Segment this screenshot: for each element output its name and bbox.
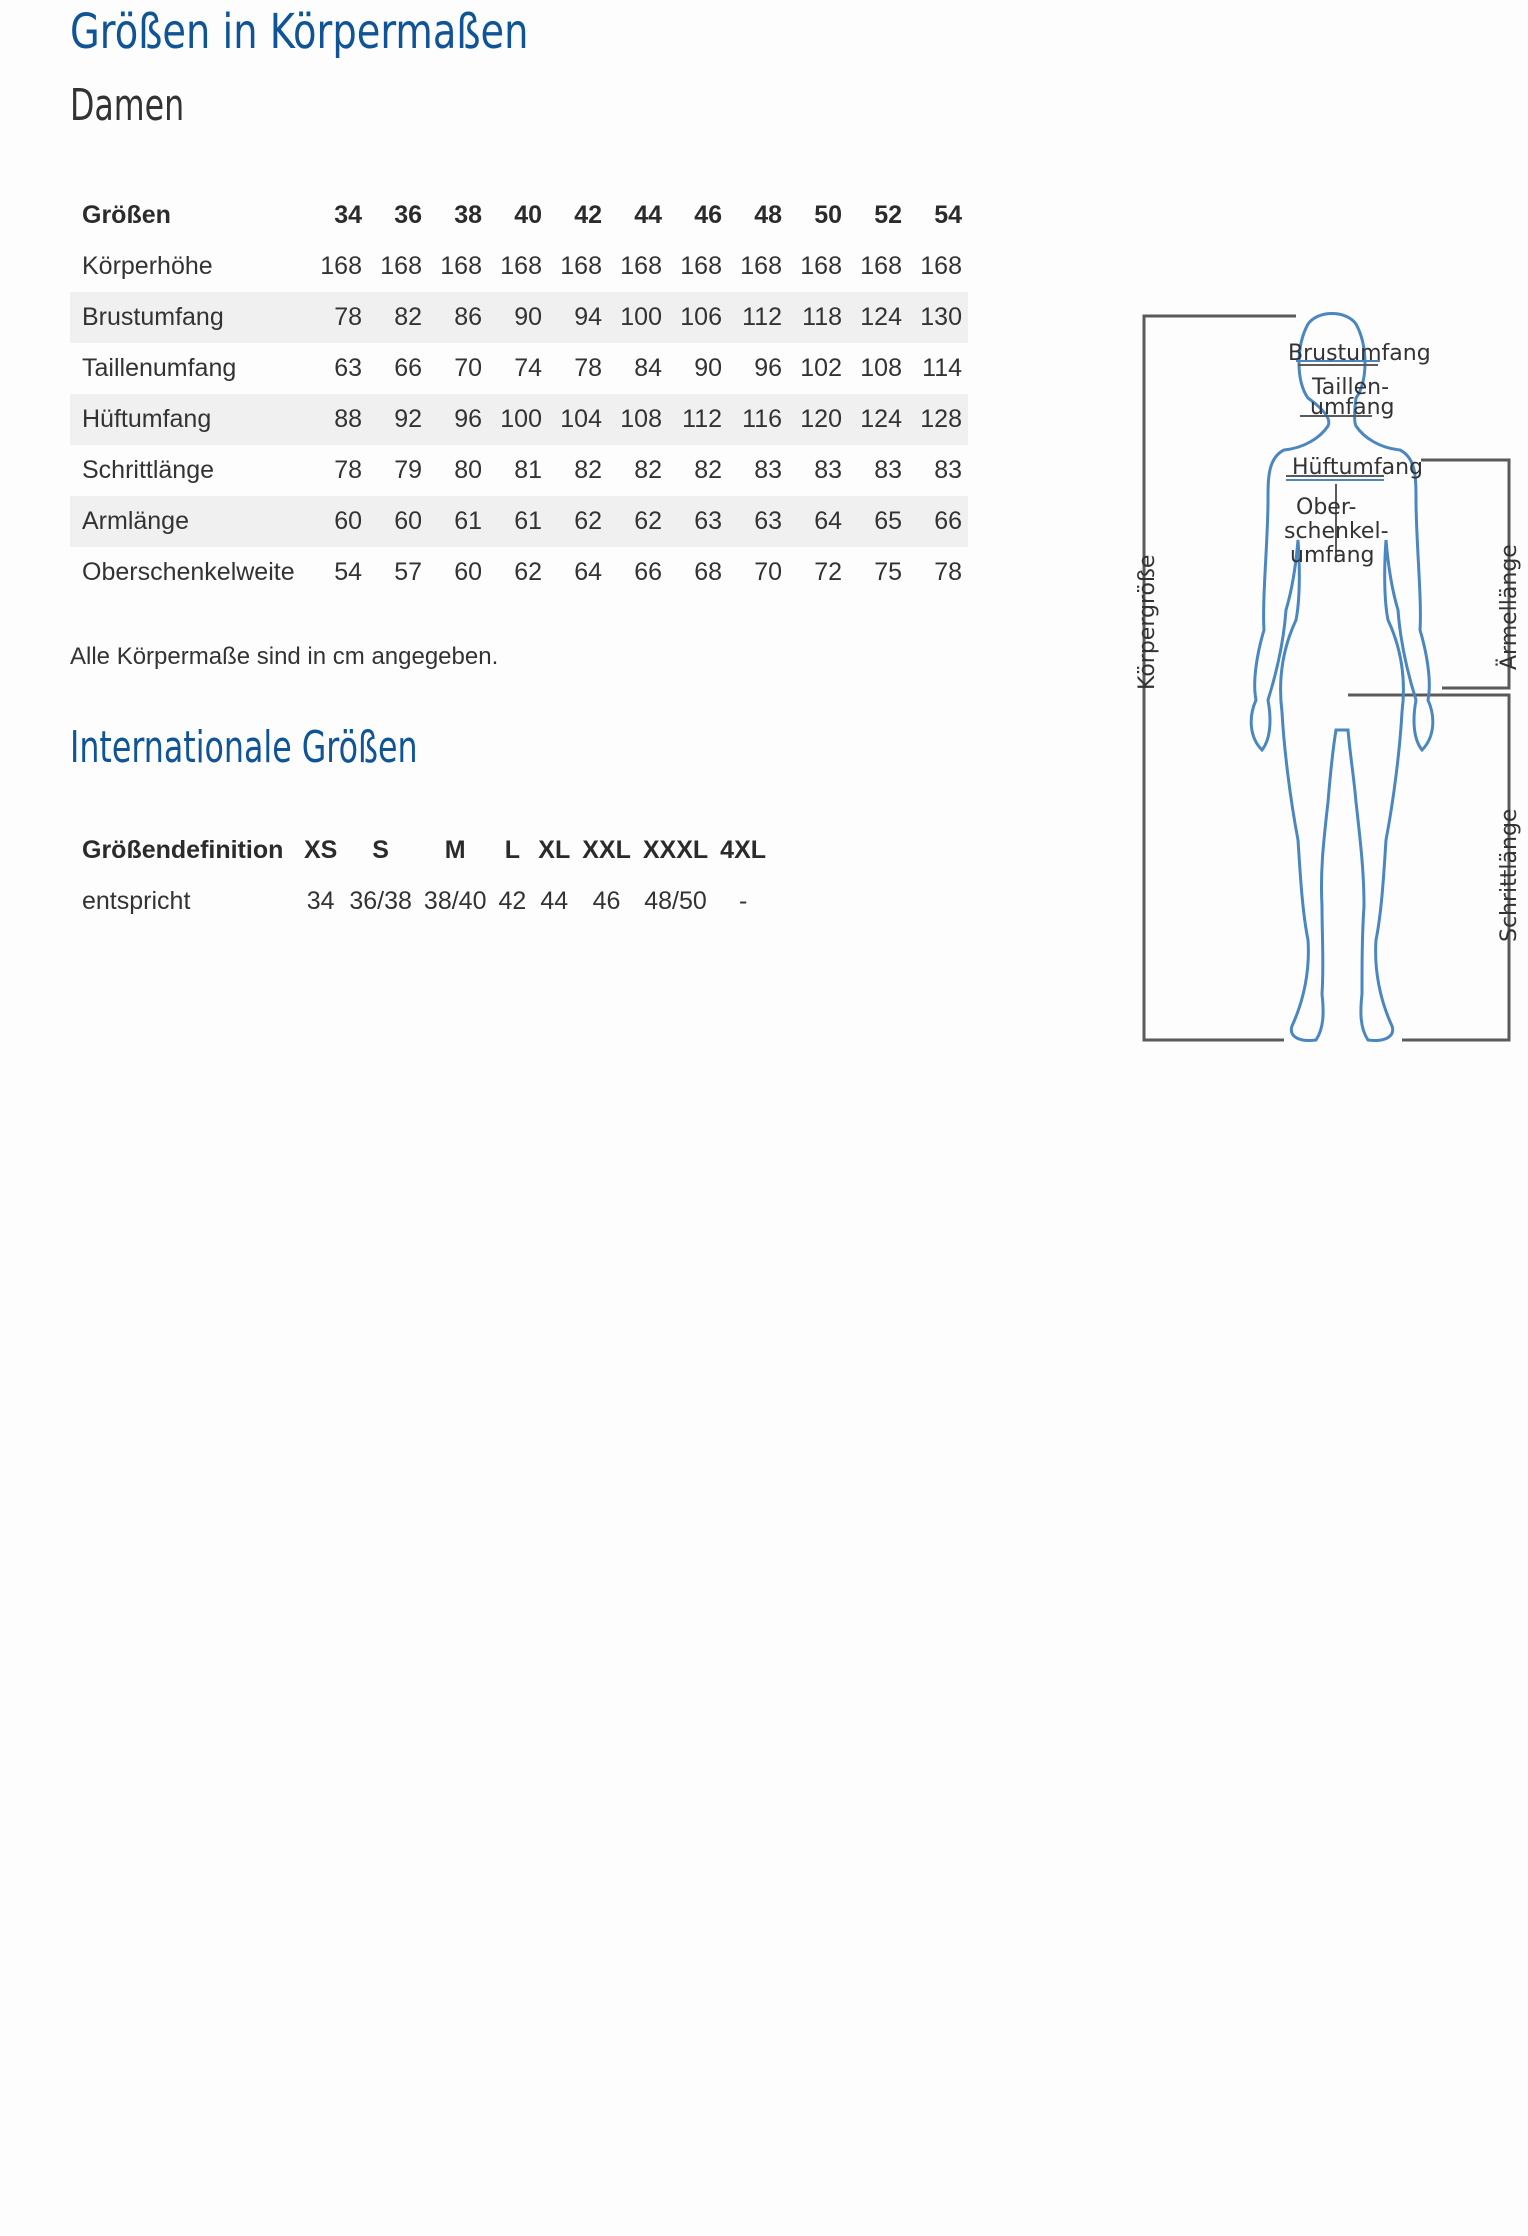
units-note: Alle Körpermaße sind in cm angegeben.: [70, 643, 499, 670]
measurement-value: 124: [860, 405, 902, 433]
measurement-value: 168: [800, 252, 842, 280]
international-size-cell: 4XL: [720, 836, 767, 864]
international-equivalent-cell: 38/40: [423, 887, 487, 915]
measurement-value: 168: [500, 252, 542, 280]
size-table-row: [70, 343, 968, 394]
international-header-row: [70, 825, 772, 876]
measurement-value: 78: [334, 303, 362, 331]
measurement-label: Schrittlänge: [82, 456, 215, 484]
body-outline: [1251, 314, 1433, 1041]
measurement-value: 82: [574, 456, 602, 484]
measurement-value: 94: [574, 303, 602, 331]
international-equivalent-cell: 42: [498, 887, 527, 915]
measurement-value: 90: [514, 303, 542, 331]
measurement-label: Brustumfang: [82, 303, 224, 331]
measurement-value: 78: [334, 456, 362, 484]
size-header-cell: 36: [394, 201, 422, 229]
size-header-cell: 38: [454, 201, 482, 229]
size-header-cell: 50: [814, 201, 842, 229]
measurement-value: 82: [394, 303, 422, 331]
measurement-value: 70: [454, 354, 482, 382]
measurement-label: Hüftumfang: [82, 405, 212, 433]
sleeve-bracket-line: [1421, 460, 1509, 688]
measurement-value: 100: [620, 303, 662, 331]
measurement-value: 108: [860, 354, 902, 382]
label-inseam: Schrittlänge: [1497, 808, 1522, 942]
label-height: Körpergröße: [1135, 554, 1160, 690]
measurement-value: 128: [920, 405, 962, 433]
measurement-label: Oberschenkelweite: [82, 558, 295, 586]
international-size-cell: XXL: [582, 836, 631, 864]
measurement-value: 60: [334, 507, 362, 535]
section-subtitle: Damen: [70, 80, 185, 131]
measurement-value: 65: [874, 507, 902, 535]
measurement-value: 78: [574, 354, 602, 382]
size-header-cell: 34: [334, 201, 362, 229]
measurement-value: 168: [740, 252, 782, 280]
international-equivalent-cell: 36/38: [349, 887, 412, 915]
measurement-value: 96: [454, 405, 482, 433]
international-size-cell: S: [372, 836, 389, 864]
inseam-bracket-line: [1348, 695, 1509, 1040]
measurement-value: 83: [754, 456, 782, 484]
measurement-value: 108: [620, 405, 662, 433]
page-title: Größen in Körpermaßen: [70, 4, 529, 60]
measurement-value: 168: [920, 252, 962, 280]
measurement-value: 168: [560, 252, 602, 280]
label-thigh-2: schenkel-: [1284, 519, 1389, 544]
measurement-value: 60: [394, 507, 422, 535]
measurement-value: 62: [514, 558, 542, 586]
measurement-value: 168: [620, 252, 662, 280]
measurement-value: 83: [934, 456, 962, 484]
international-size-cell: XS: [304, 836, 338, 864]
measurement-value: 68: [694, 558, 722, 586]
measurement-value: 118: [802, 303, 842, 331]
body-measurement-figure: [1110, 300, 1528, 1060]
international-equivalent-cell: 46: [592, 887, 621, 915]
size-table-row: [70, 241, 968, 292]
measurement-value: 114: [922, 354, 962, 382]
size-table-header-label: Größen: [82, 201, 171, 229]
measurement-value: 62: [634, 507, 662, 535]
measurement-value: 102: [800, 354, 842, 382]
label-bust: Brustumfang: [1288, 341, 1431, 366]
measurement-value: 63: [754, 507, 782, 535]
international-equivalent-cell: -: [738, 887, 748, 915]
size-table: [70, 190, 968, 598]
measurement-value: 62: [574, 507, 602, 535]
measurement-value: 74: [514, 354, 542, 382]
measurement-value: 63: [334, 354, 362, 382]
body-figure-svg: [1110, 300, 1528, 1060]
measurement-value: 96: [754, 354, 782, 382]
label-waist-1: Taillen-: [1312, 375, 1390, 400]
international-size-cell: XXXL: [642, 836, 709, 864]
measurement-value: 83: [874, 456, 902, 484]
measurement-value: 60: [454, 558, 482, 586]
measurement-value: 82: [694, 456, 722, 484]
measurement-value: 116: [742, 405, 782, 433]
size-header-cell: 54: [934, 201, 962, 229]
measurement-value: 84: [634, 354, 662, 382]
measurement-label: Körperhöhe: [82, 252, 213, 280]
international-equivalent-cell: 48/50: [644, 887, 707, 915]
measurement-value: 63: [694, 507, 722, 535]
measurement-value: 79: [394, 456, 422, 484]
measurement-value: 168: [320, 252, 362, 280]
size-header-cell: 42: [574, 201, 602, 229]
measurement-value: 88: [334, 405, 362, 433]
measurement-label: Armlänge: [82, 507, 189, 535]
measurement-value: 120: [800, 405, 842, 433]
measurement-value: 82: [634, 456, 662, 484]
measurement-value: 61: [514, 507, 542, 535]
size-header-cell: 40: [514, 201, 542, 229]
measurement-value: 54: [334, 558, 362, 586]
measurement-value: 64: [814, 507, 842, 535]
measurement-value: 112: [742, 303, 782, 331]
measurement-value: 112: [682, 405, 722, 433]
label-sleeve: Ärmellänge: [1497, 544, 1522, 670]
international-values-row: [70, 876, 772, 927]
measurement-value: 78: [934, 558, 962, 586]
measurement-value: 168: [380, 252, 422, 280]
measurement-value: 168: [860, 252, 902, 280]
size-header-cell: 48: [754, 201, 782, 229]
measurement-value: 72: [814, 558, 842, 586]
measurement-value: 83: [814, 456, 842, 484]
measurement-value: 86: [454, 303, 482, 331]
measurement-value: 61: [454, 507, 482, 535]
measurement-value: 66: [394, 354, 422, 382]
measurement-value: 104: [560, 405, 602, 433]
measurement-value: 106: [680, 303, 722, 331]
size-table-row: [70, 292, 968, 343]
measurement-value: 66: [934, 507, 962, 535]
label-hip: Hüftumfang: [1292, 455, 1423, 480]
international-equivalent-cell: 44: [540, 887, 569, 915]
size-table-row: [70, 496, 968, 547]
measurement-value: 124: [860, 303, 902, 331]
measurement-value: 130: [920, 303, 962, 331]
measurement-value: 75: [874, 558, 902, 586]
measurement-value: 80: [454, 456, 482, 484]
label-thigh-1: Ober-: [1296, 495, 1357, 520]
measurement-value: 70: [754, 558, 782, 586]
measurement-value: 66: [634, 558, 662, 586]
measurement-value: 90: [694, 354, 722, 382]
label-waist-2: umfang: [1310, 395, 1395, 420]
measurement-value: 92: [394, 405, 422, 433]
international-equivalent-cell: 34: [306, 887, 335, 915]
measurement-value: 100: [500, 405, 542, 433]
size-header-cell: 52: [874, 201, 902, 229]
size-table-row: [70, 547, 968, 598]
measurement-value: 81: [514, 456, 542, 484]
size-header-cell: 44: [634, 201, 662, 229]
measurement-value: 168: [680, 252, 722, 280]
international-header-label: Größendefinition: [82, 836, 284, 864]
measurement-value: 168: [440, 252, 482, 280]
measurement-label: Taillenumfang: [82, 354, 237, 382]
international-size-cell: L: [504, 836, 521, 864]
measurement-value: 64: [574, 558, 602, 586]
size-table-row: [70, 394, 968, 445]
international-size-cell: XL: [538, 836, 571, 864]
size-table-header-row: [70, 190, 968, 241]
international-size-table: [70, 825, 772, 927]
international-sizes-title: Internationale Größen: [70, 722, 418, 773]
measurement-value: 57: [394, 558, 422, 586]
international-size-cell: M: [444, 836, 466, 864]
label-thigh-3: umfang: [1290, 543, 1375, 568]
international-row-label: entspricht: [82, 887, 191, 915]
size-header-cell: 46: [694, 201, 722, 229]
size-table-row: [70, 445, 968, 496]
